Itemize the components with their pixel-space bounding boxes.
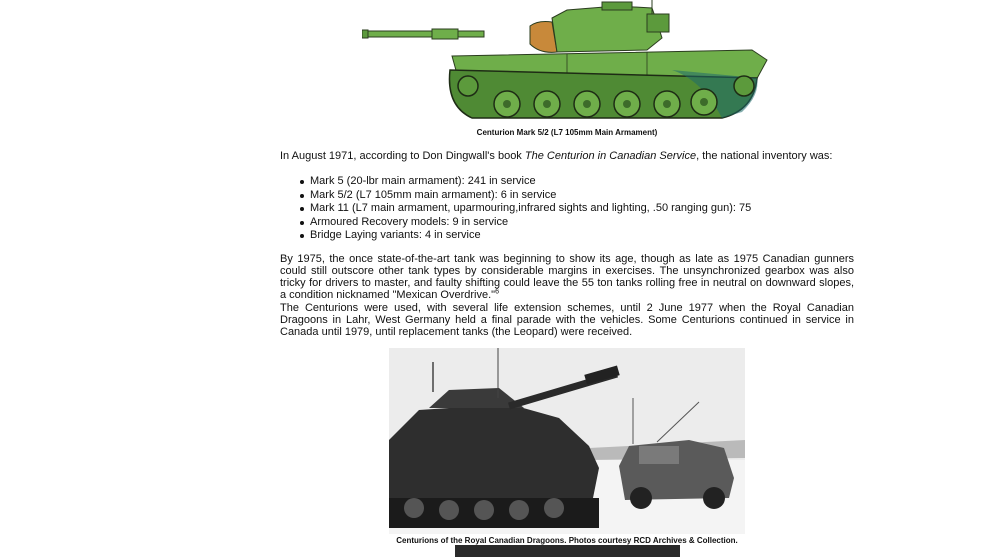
book-title: The Centurion in Canadian Service [524,150,697,162]
list-item: Bridge Laying variants: 4 in service [310,229,751,243]
inventory-list [310,175,751,243]
figure-top-caption: Centurion Mark 5/2 (L7 105mm Main Armament) [476,128,658,137]
list-item: Mark 11 (L7 main armament, uparmouring,infrared sights and lighting, .50 ranging gun): 75 [310,202,752,214]
intro-paragraph: In August 1971, according to Don Dingwall's book The Centurion in Canadian Service, the national inventory was: [280,150,833,162]
list-item: Mark 5/2 (L7 105mm main armament): 6 in service [310,189,751,203]
list-item: Armoured Recovery models: 9 in service [310,216,751,230]
figure-bottom-caption: Centurions of the Royal Canadian Dragoons. Photos courtesy RCD Archives & Collection. [396,536,738,545]
dragoons-photo [389,348,745,534]
footnote-link[interactable]: 6 [495,288,499,296]
paragraph-1975: By 1975, the once state-of-the-art tank was beginning to show its age, though as late as 1975 Canadian gunners could still outscore other tank types by considerable margins in exercises. The unsynchronized gearbox was also tricky for drivers to master, and faulty shifting could leave the 55 ton tanks rolling free in neutral on downward slopes, a condition nicknamed "Mexican Overdrive."$^6$ [280,253,854,301]
paragraph-1977: The Centurions were used, with several life extension schemes, until 2 June 1977 when the Royal Canadian Dragoons in Lahr, West Germany held a final parade with the vehicles. Some Centurions continued in service in Canada until 1979, until replacement tanks (the Leopard) were received. [280,302,854,338]
next-photo-partial [455,545,680,557]
centurion-illustration [362,0,772,124]
list-item: Mark 5 (20-lbr main armament): 241 in service [310,175,751,189]
